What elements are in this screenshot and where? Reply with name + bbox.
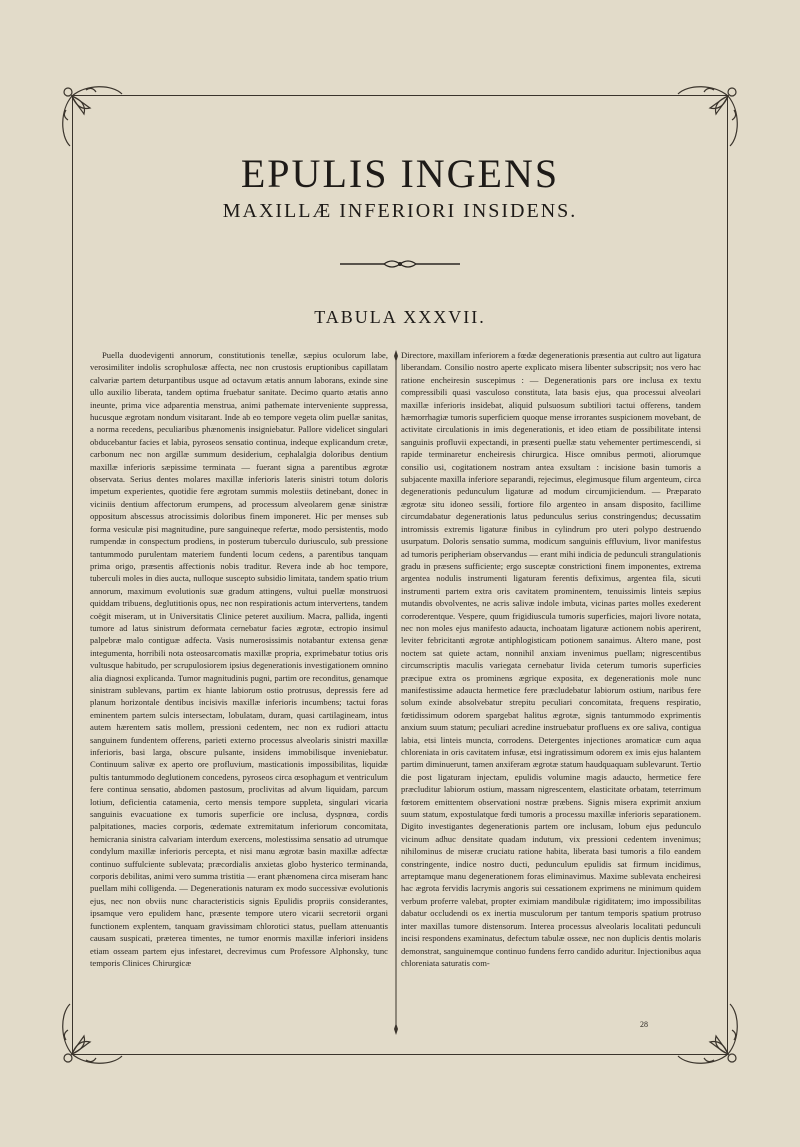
text-column-right: Directore, maxillam inferiorem a fœdæ degenerationis præsentia aut cultro aut ligatura liberandam. Consilio nostro aperte explicato misera libenter subscripsit; nos vero hac ratione encheiresin suscepimus : — Degenerationis pars ore inclusa ex textu compressibili quasi vasculoso constituta, lata basis ejus, qua processui alveolari maxillæ inferioris insidebat, aliquid pulsuosum subtiliori tactui offerens, tandem hæmorrhagiæ tumoris superficiem quoque mense irrorantes suspicionem movebant, de activitate circulationis in imis degenerationis, et ideo etiam de possibilitate intensi sanguinis profluvii expectandi, in præsenti puellæ statu vehementer pertimescendi, si rapide terminaretur encheiresis chirurgica. Hisce omnibus permoti, aliorumque consilio usi, cogitationem nostram antea exsultam : incisione basin tumoris a subjacente maxilla inferiore separandi, rejecimus, elegimusque filum argenteum, circa degenerationis pedunculum ligaturæ ad modum circumjiciendum. — Præparato ægrotæ situ idoneo sessili, fortiore filo argenteo in ansam disposito, facillime circumdabatur degenerationis latus pedunculus serius constringendus; decussatim intromissis extremis ligaturæ finibus in cylindrum pro uteri polypo destruendo usurpatum. Doloris sensatio summa, modicum sanguinis effluvium, livor manifestus ad tumoris peripheriam observandus — erant mihi indicia de pedunculi strangulationis gradu in præsens sufficiente; ergo susceptæ constrictioni finem imponentes, extrema argentea nodulis instrumenti ligaturam ferentis defiximus, argentea fila, sicuti instrumenti partem extra oris cavitatem prominentem, tenuissimis linteis sæpius mutandis obvolventes, ne acris salivæ indole imbuta, vicinas partes molles exederent corroderentque. Vespere, quum frigidiuscula tumoris superficies, majori livore notata, nec non moles ejus manifesto adaucta, inchoatam ligaturæ actionem nobis aperirent, leviter febricitanti ægrotæ antiphlogisticam potionem sanaimus. Altero mane, post noctem sat quiete actam, nonnihil anxiam invenimus puellam; nigrescentibus circumscriptis maculis variegata cernebatur livida ceterum tumoris superficies præcipue extra os prominens ægrique exposita, ex degenerationis mole nunc manifestissime adaucta hermetice fere præcludebatur labiorum ostium, naribus fere solum exinde absolvebatur strepitu peculiari concomitata, frequens respiratio, fœtidissimum odorem spargebat halitus ægrotæ, signis tantummodo exprimentis anxium suum statum; peculiari acredine instruebatur profluens ex ore saliva, contigua labia, etsi linteis muncta, corrodens. Detergentes injectiones aromaticæ cum aqua chloreniata in oris cavitatem infusæ, etsi ingratissimum odorem ex imis ejus halantem partim diminuerunt, tamen anxiferam ægrotæ statum haudquaquam sublevarunt. Tertio die post ligaturam injectam, epulidis volumine magis adaucto, hermetice fere præcluditur labiorum ostium, massam nigrescentem, elasticitate orbatam, teterrimum fœtorem emittentem observationi nostræ præbens. Signis misera exprimit anxium suum statum, expostulatque fœdi tumoris a processu maxillæ inferioris separationem. Digito investigantes degenerationis partem ore inclusam, lobum ejus pedunculo vicinum adhuc densitate quadam indutum, vix pressioni cedentem invenimus; nihilominus de miseræ cruciatu ratione habita, liberata basi tumoris a filo eandem constringente, indice nostro ducti, pedunculum epulidis sat firmum incidimus, arreptamque manu degenerationem foras eliminavimus. Maxime sublevata encheiresi hac ægrota fervidis lacrymis angoris sui cessationem exprimens ne minimum quidem verbum proferre valebat, propter eximiam mandibulæ rigiditatem; imo impossibilitas dabatur occludendi os ex inertia musculorum per tantum temporis spatium protruso inter maxillas tumore distensorum. Interea processus alveolaris localitati pedunculi incisi respondens examinatus, defectum tabulæ osseæ, nec non duplicis dentis molaris demonstrat, sanguinemque continuo fundens ferro candido aduritur. Injectionibus aqua chloreniata saturatis com-: [401, 350, 704, 968]
divider-ornament-icon: [340, 256, 460, 270]
plate-heading: TABULA XXXVII.: [314, 307, 486, 327]
page-title: EPULIS INGENS: [240, 151, 560, 196]
corner-ornament-icon: [56, 1000, 126, 1070]
column-divider: [394, 350, 398, 1035]
corner-ornament-icon: [56, 80, 126, 150]
page-subtitle: MAXILLÆ INFERIORI INSIDENS.: [222, 200, 578, 222]
text-column-left: Puella duodevigenti annorum, constitutionis tenellæ, sæpius oculorum labe, verosimiliter indolis scrophulosæ affecta, nec non crustosis eruptionibus capillatam calvariæ partem deturpantibus usque ad octavum ætatis annum laborans, exinde sine ullo auxilio liberata, tandem optima fruebatur sanitate. Decimo quarto ætatis anno ineunte, prima vice adparentia menstrua, animi pathemate interveniente suppressa, hucusque ægrotam nondum visitarant. Inde ab eo tempore vegeta olim puellæ sanitas, a norma recedens, peculiaribus phænomenis insigniebatur. Pallore videlicet singulari obducebantur facies et labia, pyroseos sensatio continua, indeque explicandum cretæ, carbonum nec non argillæ summum desiderium, cephalalgia doloribus dentium maxillæ inferioris sæpissime terminata — fuerant signa a parentibus ægrotæ observata. Serius dentes molares maxillæ inferioris lateris sinistri totum doloris impetum experientes, quotidie fere ægrotam summis molestiis detinebant, donec in viciniis dentium affectorum erumpens, ad processum alveolarem genæ sinistræ oppositum abscessus atrocissimis doloribus finem imponeret. Hic per menses sub forma vesiculæ pisi magnitudine, pure sanguineque refertæ, modo persistentis, modo rumpendæ in conspectum prodiens, in posterum tuberculo duriusculo, sub pressione tantummodo purulentam materiem fundenti locum cedens, a parentibus tanquam prima origo, præsentis affectionis nobis traditur. Revera inde ab hoc tempore, tuberculi moles in dies aucta, nulloque suscepto subsidio limitata, tandem spatio trium annorum, maximum evolutionis suæ gradum attingens, vultui puellæ monstruosi quiddam tribuens, deglutitionis opus, nec non respirationis actum intervertens, tandem coëgit miseram, ut in Universitatis Clinice peteret auxilium. Macra, pallida, ingenti tumore ad latus sinistrum deformata cernebatur facies ægrotæ, ectropio insimul palpebræ malo contiguæ adfecta. Vasis numerosissimis notabantur extensa genæ integumenta, horribili nota osteosarcomatis maxillæ propria, exprimebatur totius oris vultusque habitudo, per scrupulosiorem ipsius degenerationis investigationem omnino alia diagnosi explicanda. Tumor magnitudinis pugni, partim ore reconditus, genamque sinistram sublevans, partim ex hiante labiorum ostio protrusus, depressis fere ad planum horizontale dentibus incisivis maxillæ inferioris incumbens; tactui foras eminentem partem sulcis intersectam, lobulatam, duram, quasi cartilagineam, intus autem hærentem satis mollem, pressioni cedentem, nec non ex rudiori attactu sanguinem fundentem offerens, parieti externo processus alveolaris sinistri maxillæ inferioris, basi larga, obscure pulsante, insidens immobilisque inveniebatur. Continuum salivæ ex aperto ore profluvium, masticationis impossibilitas, liquidæ pultis tantummodo deglutionem concedens, pyroseos circa œsophagum et ventriculum fere continua sensatio, abdomen pastosum, proclivitas ad alvum liquidam, parcum lotium, deficientia catamenia, certo mensis tempore suppleta, singulari vicaria sanguinis evacuatione ex tumoris superficie ore inclusa, dyspnœa, cordis palpitationes, macies corporis, œdemate extremitatum inferiorum concomitata, hemicrania sinistra calvariam interdum exercens, molestissima sensatio ad utrumque condylum maxillæ inferioris percepta, et nisi manu ægrotæ basin maxillæ adfectæ continuo suffulciente sublevata; præcordialis anxietas globo hysterico terminanda, corporis debilitas, animi vero summa tristitia — erant phænomena circa miseram hanc puellam mihi colligenda. — Degenerationis naturam ex modo successivæ evolutionis ejus, nec non obviis nunc characteristicis signis Epulidis propriis considerantes, ipsamque vero epulidem hanc, præsente tempore utero vicarii secretorii organi functionem explentem, tanquam gravissimam chlorotici status, puellam attenuantis causam suspicati, præterea timentes, ne tumor enormis maxillæ inferiori insidens etiam osseam partem ejus infestaret, decrevimus cum Professore Alphonsky, tunc temporis Clinices Chirurgicæ: [90, 350, 391, 968]
corner-ornament-icon: [674, 1000, 744, 1070]
page-number: 28: [640, 1020, 648, 1029]
corner-ornament-icon: [674, 80, 744, 150]
